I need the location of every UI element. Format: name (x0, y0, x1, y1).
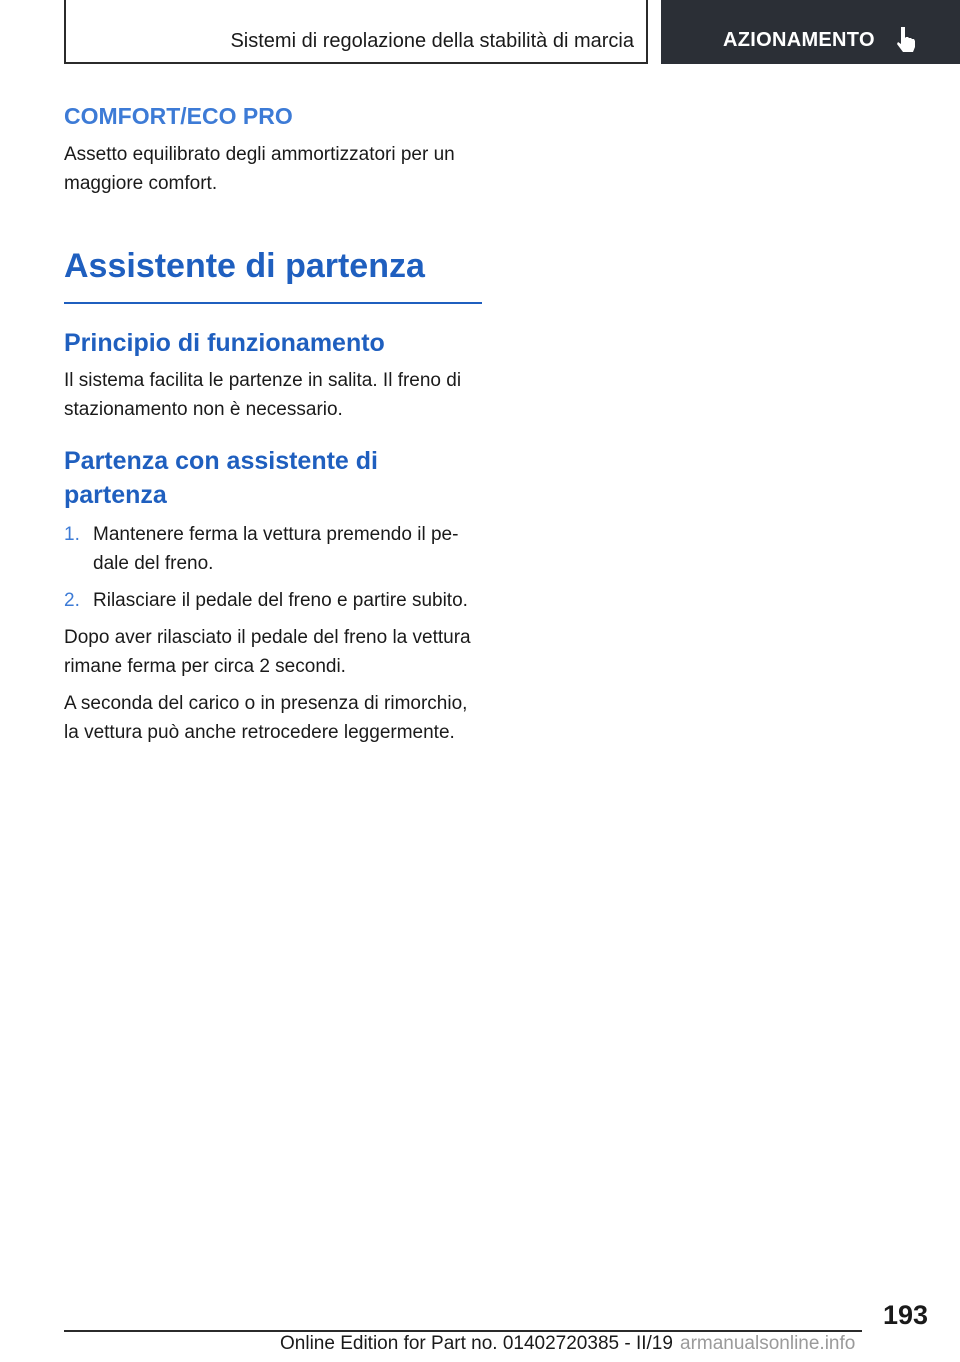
principle-text: Il sistema facilita le partenze in salita. Il freno di stazionamento non è necessario. (64, 370, 462, 420)
step-text: Rilasciare il pedale del freno e partire subito. (93, 590, 468, 611)
step-number: 2. (64, 590, 80, 611)
hand-pointer-icon (895, 26, 917, 54)
step-text: Mantenere ferma la vettura premendo il pe-dale del freno. (93, 524, 459, 574)
list-item (64, 586, 482, 615)
main-title: Assistente di partenza (64, 247, 425, 285)
start-para-1: Dopo aver rilasciato il pedale del freno la vettura rimane ferma per circa 2 secondi. (64, 627, 471, 677)
chapter-label: AZIONAMENTO (723, 28, 875, 51)
running-header (64, 0, 648, 64)
watermark: armanualsonline.info (680, 1333, 856, 1354)
edition-text: Online Edition for Part no. 01402720385 - II/19 (280, 1333, 673, 1354)
title-rule (64, 302, 482, 304)
section-title: Sistemi di regolazione della stabilità di marcia (230, 29, 634, 52)
heading-comfort: COMFORT/ECO PRO (64, 103, 293, 129)
page-content (64, 100, 482, 747)
chapter-tab[interactable] (661, 0, 960, 64)
page-number: 193 (882, 1300, 928, 1330)
step-number: 1. (64, 524, 80, 545)
comfort-text: Assetto equilibrato degli ammortizzatori per un maggiore comfort. (64, 144, 455, 194)
start-para-2: A seconda del carico o in presenza di rimorchio, la vettura può anche retrocedere leggermente. (64, 693, 468, 743)
heading-start: Partenza con assistente di partenza (64, 447, 379, 509)
steps-list (64, 520, 482, 615)
list-item (64, 520, 482, 578)
heading-principle: Principio di funzionamento (64, 329, 385, 357)
footer-rule (64, 1330, 862, 1332)
